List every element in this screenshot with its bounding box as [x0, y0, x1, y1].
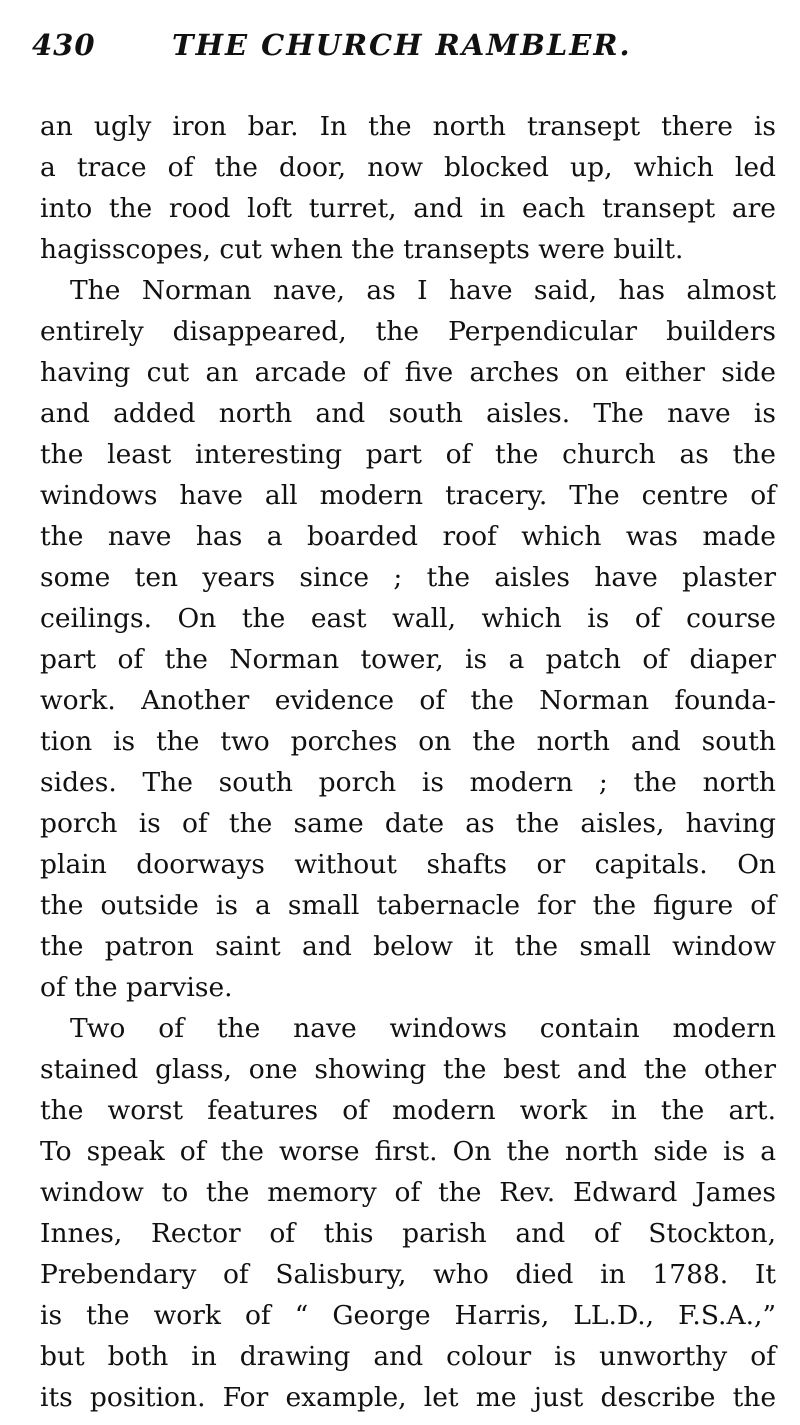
text-line: the worst features of modern work in the art.	[40, 1095, 776, 1126]
body-text	[40, 106, 776, 1418]
text-line: a trace of the door, now blocked up, which led	[40, 152, 776, 183]
text-line: windows have all modern tracery. The centre of	[40, 480, 776, 511]
text-line: its position. For example, let me just describe the	[40, 1382, 776, 1413]
text-line: the nave has a boarded roof which was made	[40, 521, 776, 552]
text-line: porch is of the same date as the aisles, having	[40, 808, 776, 839]
text-line: tion is the two porches on the north and south	[40, 726, 776, 757]
running-title: THE CHURCH RAMBLER.	[172, 28, 632, 62]
text-line: work. Another evidence of the Norman founda-	[40, 685, 776, 716]
text-line: Innes, Rector of this parish and of Stockton,	[40, 1218, 776, 1249]
text-line: part of the Norman tower, is a patch of diaper	[40, 644, 776, 675]
text-line: but both in drawing and colour is unworthy of	[40, 1341, 776, 1372]
text-line: plain doorways without shafts or capitals. On	[40, 849, 776, 880]
text-line: Prebendary of Salisbury, who died in 1788. It	[40, 1259, 776, 1290]
text-line: an ugly iron bar. In the north transept there is	[40, 111, 776, 142]
page-number: 430	[32, 28, 96, 62]
text-line: of the parvise.	[40, 972, 233, 1003]
text-line: hagisscopes, cut when the transepts were built.	[40, 234, 684, 265]
text-line: and added north and south aisles. The nave is	[40, 398, 776, 429]
page-header	[32, 28, 768, 68]
text-line: entirely disappeared, the Perpendicular builders	[40, 316, 776, 347]
text-line: having cut an arcade of five arches on either side	[40, 357, 776, 388]
text-line: window to the memory of the Rev. Edward James	[40, 1177, 776, 1208]
text-line: the outside is a small tabernacle for the figure of	[40, 890, 776, 921]
text-line: The Norman nave, as I have said, has almost	[70, 275, 776, 306]
text-line: stained glass, one showing the best and the other	[40, 1054, 776, 1085]
text-line: is the work of “ George Harris, LL.D., F.S.A.,”	[40, 1300, 776, 1331]
text-line: into the rood loft turret, and in each transept are	[40, 193, 776, 224]
text-line: the patron saint and below it the small window	[40, 931, 776, 962]
text-line: sides. The south porch is modern ; the north	[40, 767, 776, 798]
text-line: To speak of the worse first. On the north side is a	[40, 1136, 776, 1167]
text-line: some ten years since ; the aisles have plaster	[40, 562, 776, 593]
text-line: ceilings. On the east wall, which is of course	[40, 603, 776, 634]
text-line: Two of the nave windows contain modern	[70, 1013, 776, 1044]
text-line: the least interesting part of the church as the	[40, 439, 776, 470]
